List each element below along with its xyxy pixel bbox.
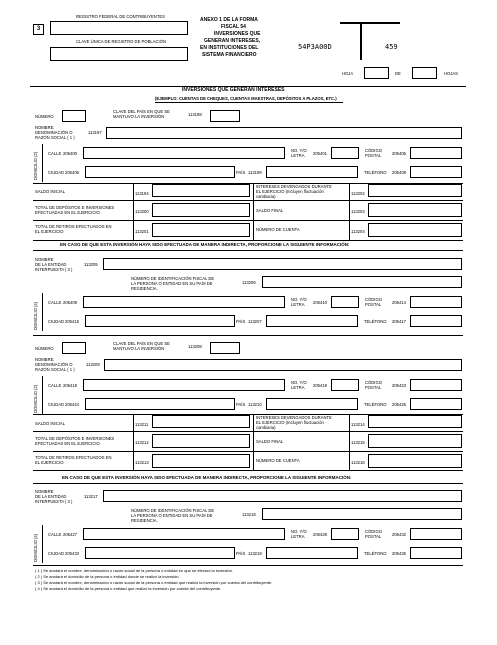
telefono-field[interactable] <box>410 398 462 410</box>
domicilio-label: DOMICILIO (2) <box>33 384 38 413</box>
ciudad-label: CIUDAD <box>48 402 65 407</box>
code-telefono: 205435 <box>392 551 406 556</box>
footnotes-rule <box>33 565 463 566</box>
pais-field[interactable] <box>266 315 358 327</box>
telefono-field[interactable] <box>410 166 462 178</box>
pais-label: PAÍS <box>236 319 246 324</box>
code-nombre: 113209 <box>86 362 100 367</box>
cp-label: CÓDIGO <box>365 148 382 153</box>
domicilio-label: DOMICILIO (2) <box>33 151 38 180</box>
code-calle: 205427 <box>63 532 77 537</box>
depositos-field[interactable] <box>152 434 250 448</box>
cuenta-field[interactable] <box>368 454 462 468</box>
no-letra-field[interactable] <box>331 528 359 540</box>
ciudad-field[interactable] <box>85 547 235 559</box>
rfc-label: REGISTRO FEDERAL DE CONTRIBUYENTES <box>76 14 165 19</box>
amounts-divider <box>349 183 350 240</box>
intereses-label-2: EL EJERCICIO (Incluyen fluctuación <box>256 420 324 425</box>
no-letra-field[interactable] <box>331 379 359 391</box>
intereses-label-3: cambiaria) <box>256 194 276 199</box>
intereses-label-3: cambiaria) <box>256 425 276 430</box>
title-line-3: INVERSIONES QUE <box>214 31 261 37</box>
intereses-field[interactable] <box>368 415 462 428</box>
entidad-nombre-label: NOMBRE <box>35 489 54 494</box>
code-intereses: 113214 <box>351 422 365 427</box>
id-fiscal-label-3: RESIDENCIA. <box>131 518 158 523</box>
de-label: DE <box>395 71 401 76</box>
retiros-field[interactable] <box>152 223 250 237</box>
amounts-divider <box>253 414 254 470</box>
indirect-title: EN CASO DE QUE ESTA INVERSIÓN HAYA SIDO EFECTUADA DE MANERA INDIRECTA, PROPORCIONE LA SIGUIENTE INFORMACIÓN: <box>60 242 350 247</box>
intereses-field[interactable] <box>368 184 462 197</box>
pais-label: PAÍS <box>236 170 246 175</box>
retiros-label: TOTAL DE RETIROS EFECTUADOS EN <box>35 455 112 460</box>
intereses-label: INTERESES DEVENGADOS DURANTE <box>256 184 332 189</box>
pais-label: PAÍS <box>236 402 246 407</box>
hoja-label: HOJA <box>342 71 354 76</box>
handwritten-number: 459 <box>385 43 398 51</box>
no-letra-label-2: LETRA <box>291 534 305 539</box>
cuenta-label: NÚMERO DE CUENTA <box>256 227 300 232</box>
code-nombre: 113197 <box>88 130 102 135</box>
code-saldo-inicial: 113194 <box>135 191 149 196</box>
nombre-label: NOMBRE, <box>35 357 55 362</box>
saldo-inicial-field[interactable] <box>152 184 250 197</box>
block-separator <box>33 335 463 336</box>
domicilio-label: DOMICILIO (4) <box>33 533 38 562</box>
code-depositos: 113200 <box>135 209 149 214</box>
cp-label-2: POSTAL <box>365 302 382 307</box>
calle-field[interactable] <box>83 296 285 308</box>
code-retiros: 113201 <box>135 229 149 234</box>
telefono-label: TELÉFONO <box>364 319 387 324</box>
code-pais-clave: 113198 <box>188 112 202 117</box>
numero-label: NÚMERO <box>35 346 54 351</box>
calle-field[interactable] <box>83 147 285 159</box>
domicilio-bracket <box>42 525 43 563</box>
code-no: 205419 <box>313 383 327 388</box>
hojas-label: HOJAS <box>444 71 458 76</box>
code-id-fiscal: 113206 <box>242 280 256 285</box>
depositos-label: TOTAL DE DEPÓSITOS E INVERSIONES <box>35 205 115 210</box>
domicilio-label: DOMICILIO (4) <box>33 301 38 330</box>
pais-clave-field[interactable] <box>210 110 240 122</box>
footnote-2: ( 2 ) Se anotará el domicilio de la persona o entidad donde se realizó la inversión. <box>35 574 180 579</box>
cp-label: CÓDIGO <box>365 297 382 302</box>
amounts-row-rule <box>33 220 463 221</box>
pais-field[interactable] <box>266 398 358 410</box>
calle-label: CALLE <box>48 532 62 537</box>
cp-field[interactable] <box>410 379 462 391</box>
saldo-final-label: SALDO FINAL <box>256 439 284 444</box>
curp-label: CLAVE ÚNICA DE REGISTRO DE POBLACIÓN <box>76 39 166 44</box>
domicilio-bracket <box>42 376 43 414</box>
calle-field[interactable] <box>83 528 285 540</box>
pais-field[interactable] <box>266 547 358 559</box>
entidad-nombre-field[interactable] <box>103 258 462 270</box>
calle-label: CALLE <box>48 151 62 156</box>
code-saldo-inicial: 113211 <box>135 422 149 427</box>
amounts-divider <box>133 183 134 240</box>
saldo-final-label: SALDO FINAL <box>256 208 284 213</box>
no-letra-label: NO. Y/O <box>291 148 307 153</box>
nombre-field[interactable] <box>104 359 462 371</box>
code-telefono: 205417 <box>392 319 406 324</box>
cp-label: CÓDIGO <box>365 529 382 534</box>
code-pais: 113210 <box>248 402 262 407</box>
code-calle: 205400 <box>63 151 77 156</box>
cp-field[interactable] <box>410 296 462 308</box>
domicilio-bracket <box>42 293 43 331</box>
cp-label-2: POSTAL <box>365 153 382 158</box>
cp-field[interactable] <box>410 147 462 159</box>
depositos-field[interactable] <box>152 203 250 217</box>
code-ciudad: 205406 <box>65 170 79 175</box>
telefono-label: TELÉFONO <box>364 170 387 175</box>
code-cp: 205414 <box>392 300 406 305</box>
nombre-field[interactable] <box>106 127 462 139</box>
header-t-bar <box>340 22 400 24</box>
calle-field[interactable] <box>83 379 285 391</box>
code-saldo-final: 113203 <box>351 209 365 214</box>
pais-clave-label-2: MANTUVO LA INVERSIÓN <box>113 114 165 119</box>
indirect-title-rule <box>33 250 463 251</box>
telefono-label: TELÉFONO <box>364 551 387 556</box>
entidad-nombre-field[interactable] <box>103 490 462 502</box>
ciudad-label: CIUDAD <box>48 170 65 175</box>
code-pais: 113207 <box>248 319 262 324</box>
amounts-row-rule <box>33 451 463 452</box>
code-cp: 205423 <box>392 383 406 388</box>
pais-clave-label-2: MANTUVO LA INVERSIÓN <box>113 346 165 351</box>
telefono-field[interactable] <box>410 315 462 327</box>
depositos-label-2: EFECTUADAS EN EL EJERCICIO <box>35 441 100 446</box>
id-fiscal-label-2: LA PERSONA O ENTIDAD EN SU PAÍS DE <box>131 513 213 518</box>
handwritten-code: 54P3A00D <box>298 43 332 51</box>
title-line-2: FISCAL 54 <box>221 24 246 30</box>
code-saldo-final: 113215 <box>351 440 365 445</box>
code-calle: 205418 <box>63 383 77 388</box>
title-line-6: SISTEMA FINANCIERO <box>202 52 257 58</box>
telefono-field[interactable] <box>410 547 462 559</box>
code-no: 205410 <box>313 300 327 305</box>
code-no: 205428 <box>313 532 327 537</box>
pais-clave-label: CLAVE DEL PAÍS EN QUE SE <box>113 109 170 114</box>
no-letra-label-2: LETRA <box>291 153 305 158</box>
id-fiscal-label: NÚMERO DE IDENTIFICACIÓN FISCAL DE <box>131 508 215 513</box>
id-fiscal-label: NÚMERO DE IDENTIFICACIÓN FISCAL DE <box>131 276 215 281</box>
no-letra-label: NO. Y/O <box>291 380 307 385</box>
saldo-inicial-label: SALDO INICIAL <box>35 189 66 194</box>
saldo-final-field[interactable] <box>368 434 462 448</box>
pais-clave-field[interactable] <box>210 342 240 354</box>
code-pais: 113199 <box>248 170 262 175</box>
section-title: INVERSIONES QUE GENERAN INTERESES <box>182 87 285 93</box>
title-line-5: EN INSTITUCIONES DEL <box>200 45 259 51</box>
footnote-3: ( 3 ) Se anotará el nombre, denominación o razón social de la persona o entidad que realizó la inversión por cuenta del contribuyente. <box>35 580 273 585</box>
code-cuenta: 113216 <box>351 460 365 465</box>
entidad-nombre-label-2: DE LA ENTIDAD <box>35 494 67 499</box>
no-letra-label-2: LETRA <box>291 302 305 307</box>
title-line-1: ANEXO 1 DE LA FORMA <box>200 17 258 23</box>
saldo-inicial-field[interactable] <box>152 415 250 428</box>
no-letra-field[interactable] <box>331 147 359 159</box>
indirect-title: EN CASO DE QUE ESTA INVERSIÓN HAYA SIDO EFECTUADA DE MANERA INDIRECTA, PROPORCIONE LA SIGUIENTE INFORMACIÓN: <box>62 475 352 480</box>
amounts-bottom-rule <box>33 470 463 471</box>
code-calle: 205409 <box>63 300 77 305</box>
no-letra-label-2: LETRA <box>291 385 305 390</box>
footnote-4: ( 4 ) Se anotará el domicilio de la persona o entidad que realizó la inversión por cuenta del contribuyente. <box>35 586 222 591</box>
code-entidad-nombre: 113217 <box>84 494 98 499</box>
entidad-nombre-label-2: DE LA ENTIDAD <box>35 262 67 267</box>
entidad-nombre-label: NOMBRE <box>35 257 54 262</box>
id-fiscal-field[interactable] <box>262 276 462 288</box>
code-intereses: 113202 <box>351 191 365 196</box>
code-telefono: 205426 <box>392 402 406 407</box>
ciudad-field[interactable] <box>85 398 235 410</box>
id-fiscal-label-3: RESIDENCIA. <box>131 286 158 291</box>
indirect-title-rule <box>33 483 463 484</box>
cp-field[interactable] <box>410 528 462 540</box>
code-depositos: 113212 <box>135 440 149 445</box>
header-t-stem <box>360 22 362 60</box>
code-cuenta: 113204 <box>351 229 365 234</box>
entidad-nombre-label-3: INTERPUESTA ( 3 ) <box>35 499 73 504</box>
cuenta-label: NÚMERO DE CUENTA <box>256 458 300 463</box>
no-letra-field[interactable] <box>331 296 359 308</box>
code-no: 205401 <box>313 151 327 156</box>
intereses-label: INTERESES DEVENGADOS DURANTE <box>256 415 332 420</box>
rfc-field[interactable] <box>50 21 188 35</box>
saldo-final-field[interactable] <box>368 203 462 217</box>
nombre-label-2: DENOMINACIÓN O <box>35 130 73 135</box>
curp-field[interactable] <box>50 47 188 61</box>
section-subtitle: (EJEMPLO: CUENTAS DE CHEQUES, CUENTAS MAESTRAS, DEPÓSITOS A PLAZOS, ETC.) <box>155 96 337 101</box>
numero-field[interactable] <box>62 110 86 122</box>
code-ciudad: 205415 <box>65 319 79 324</box>
code-retiros: 113213 <box>135 460 149 465</box>
code-ciudad: 205433 <box>65 551 79 556</box>
ciudad-label: CIUDAD <box>48 551 65 556</box>
entidad-nombre-label-3: INTERPUESTA ( 3 ) <box>35 267 73 272</box>
footnote-1: ( 1 ) Se anotará el nombre, denominación o razón social de la persona o entidad en que se efectuó la inversión. <box>35 568 233 573</box>
code-pais: 113219 <box>248 551 262 556</box>
nombre-label-3: RAZÓN SOCIAL ( 1 ) <box>35 367 75 372</box>
cuenta-field[interactable] <box>368 223 462 237</box>
hojas-field[interactable] <box>412 67 437 79</box>
ciudad-field[interactable] <box>85 166 235 178</box>
ciudad-label: CIUDAD <box>48 319 65 324</box>
numero-field[interactable] <box>62 342 86 354</box>
numero-label: NÚMERO <box>35 114 54 119</box>
no-letra-label: NO. Y/O <box>291 529 307 534</box>
amounts-row-rule <box>33 431 463 432</box>
nombre-label: NOMBRE, <box>35 125 55 130</box>
pais-field[interactable] <box>266 166 358 178</box>
code-cp: 205405 <box>392 151 406 156</box>
code-pais-clave: 113208 <box>188 344 202 349</box>
hoja-field[interactable] <box>364 67 389 79</box>
code-id-fiscal: 113218 <box>242 512 256 517</box>
depositos-label: TOTAL DE DEPÓSITOS E INVERSIONES <box>35 436 115 441</box>
id-fiscal-label-2: LA PERSONA O ENTIDAD EN SU PAÍS DE <box>131 281 213 286</box>
pais-clave-label: CLAVE DEL PAÍS EN QUE SE <box>113 341 170 346</box>
retiros-label-2: EL EJERCICIO <box>35 229 64 234</box>
amounts-divider <box>349 414 350 470</box>
nombre-label-2: DENOMINACIÓN O <box>35 362 73 367</box>
code-ciudad: 205424 <box>65 402 79 407</box>
cp-label: CÓDIGO <box>365 380 382 385</box>
retiros-label: TOTAL DE RETIROS EFECTUADOS EN <box>35 224 112 229</box>
retiros-label-2: EL EJERCICIO <box>35 460 64 465</box>
title-line-4: GENERAN INTERESES, <box>204 38 261 44</box>
retiros-field[interactable] <box>152 454 250 468</box>
pais-label: PAÍS <box>236 551 246 556</box>
code-cp: 205432 <box>392 532 406 537</box>
section-subtitle-underline <box>155 102 343 103</box>
saldo-inicial-label: SALDO INICIAL <box>35 421 66 426</box>
intereses-label-2: EL EJERCICIO (Incluyen fluctuación <box>256 189 324 194</box>
cp-label-2: POSTAL <box>365 534 382 539</box>
depositos-label-2: EFECTUADAS EN EL EJERCICIO <box>35 210 100 215</box>
code-entidad-nombre: 113205 <box>84 262 98 267</box>
cp-label-2: POSTAL <box>365 385 382 390</box>
calle-label: CALLE <box>48 300 62 305</box>
domicilio-bracket <box>42 144 43 182</box>
id-fiscal-field[interactable] <box>262 508 462 520</box>
calle-label: CALLE <box>48 383 62 388</box>
code-telefono: 205408 <box>392 170 406 175</box>
sheet-number-box: 3 <box>33 24 44 35</box>
telefono-label: TELÉFONO <box>364 402 387 407</box>
nombre-label-3: RAZÓN SOCIAL ( 1 ) <box>35 135 75 140</box>
amounts-divider <box>133 414 134 470</box>
amounts-divider <box>253 183 254 240</box>
ciudad-field[interactable] <box>85 315 235 327</box>
amounts-bottom-rule <box>33 240 463 241</box>
amounts-row-rule <box>33 200 463 201</box>
no-letra-label: NO. Y/O <box>291 297 307 302</box>
